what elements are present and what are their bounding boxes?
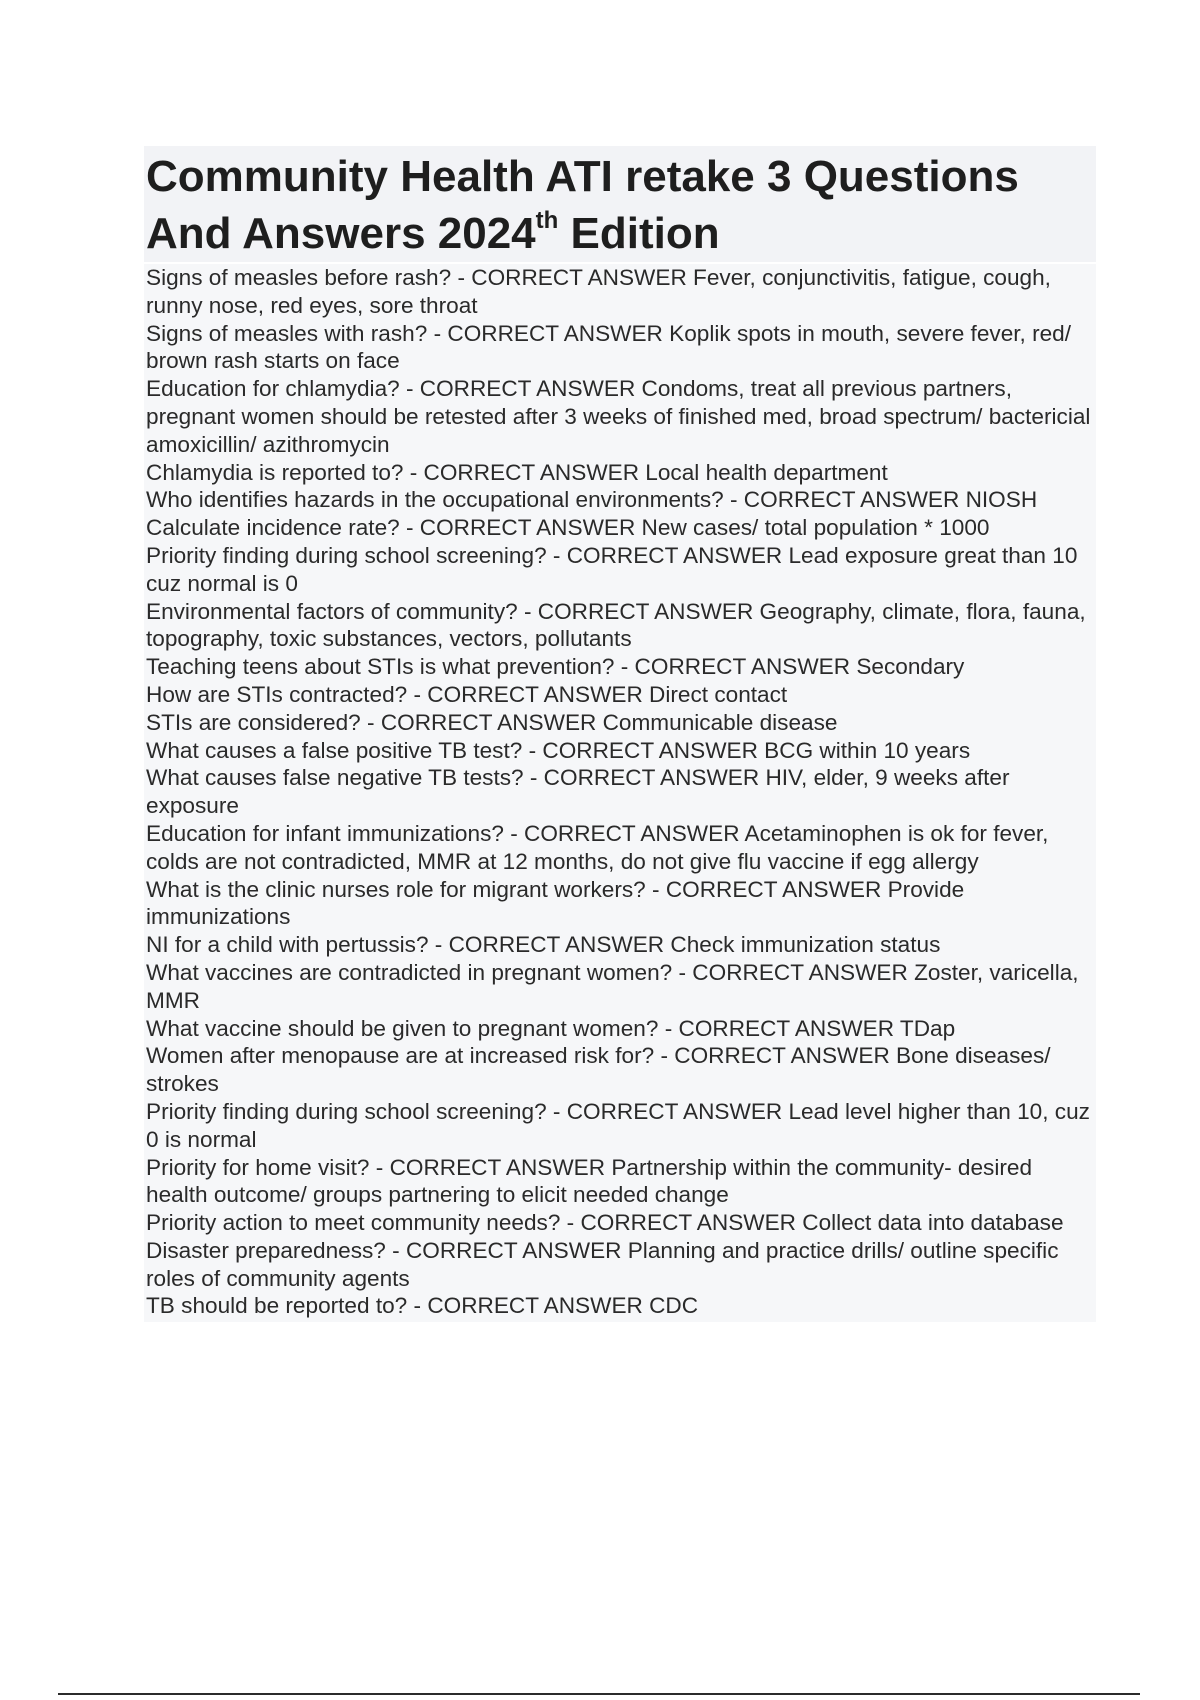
qa-list [144, 264, 1096, 1322]
qa-item: Teaching teens about STIs is what prevention? - CORRECT ANSWER Secondary [146, 654, 965, 680]
qa-item: Signs of measles before rash? - CORRECT ANSWER Fever, conjunctivitis, fatigue, cough, runny nose, red eyes, sore throat [146, 265, 1051, 318]
qa-item: Chlamydia is reported to? - CORRECT ANSWER Local health department [146, 459, 888, 485]
title-text: Community Health ATI retake 3 Questions And Answers 2024 [146, 152, 1019, 258]
qa-item: NI for a child with pertussis? - CORRECT ANSWER Check immunization status [146, 932, 941, 958]
qa-item: Priority finding during school screening? - CORRECT ANSWER Lead exposure great than 10 cuz normal is 0 [146, 542, 1078, 596]
qa-item: Women after menopause are at increased risk for? - CORRECT ANSWER Bone diseases/ strokes [146, 1043, 1051, 1097]
qa-item: TB should be reported to? - CORRECT ANSWER CDC [146, 1293, 699, 1319]
qa-item: Priority action to meet community needs? - CORRECT ANSWER Collect data into database [146, 1210, 1064, 1236]
qa-item: How are STIs contracted? - CORRECT ANSWER Direct contact [146, 681, 788, 707]
qa-item: Calculate incidence rate? - CORRECT ANSWER New cases/ total population * 1000 [146, 515, 990, 541]
qa-item: Signs of measles with rash? - CORRECT ANSWER Koplik spots in mouth, severe fever, red/ brown rash starts on face [146, 320, 1072, 374]
qa-item: What vaccine should be given to pregnant women? - CORRECT ANSWER TDap [146, 1015, 956, 1041]
qa-item: Environmental factors of community? - CORRECT ANSWER Geography, climate, flora, fauna, topography, toxic substances, vectors, pollutants [146, 598, 1086, 652]
qa-item: Disaster preparedness? - CORRECT ANSWER Planning and practice drills/ outline specific roles of community agents [146, 1237, 1059, 1291]
qa-item: Priority for home visit? - CORRECT ANSWER Partnership within the community- desired health outcome/ groups partnering to elicit needed change [146, 1154, 1033, 1208]
footer-rule [58, 1693, 1140, 1695]
title-suffix: Edition [558, 209, 720, 258]
qa-item: What causes false negative TB tests? - CORRECT ANSWER HIV, elder, 9 weeks after exposure [146, 765, 1010, 819]
document-body [144, 146, 1096, 1322]
qa-item: Education for infant immunizations? - CORRECT ANSWER Acetaminophen is ok for fever, colds are not contradicted, MMR at 12 months, do not give flu vaccine if egg allergy [146, 820, 1049, 874]
title-block [144, 146, 1096, 262]
qa-item: What vaccines are contradicted in pregnant women? - CORRECT ANSWER Zoster, varicella, MMR [146, 959, 1079, 1013]
qa-item: Education for chlamydia? - CORRECT ANSWER Condoms, treat all previous partners, pregnant women should be retested after 3 weeks of finished med, broad spectrum/ bactericial amoxicillin/ azithromycin [146, 376, 1091, 457]
title-superscript: th [535, 207, 559, 235]
qa-item: What is the clinic nurses role for migrant workers? - CORRECT ANSWER Provide immunizations [146, 876, 965, 930]
qa-item: What causes a false positive TB test? - CORRECT ANSWER BCG within 10 years [146, 737, 971, 763]
qa-item: Priority finding during school screening? - CORRECT ANSWER Lead level higher than 10, cuz 0 is normal [146, 1098, 1090, 1152]
qa-item: Who identifies hazards in the occupational environments? - CORRECT ANSWER NIOSH [146, 487, 1038, 513]
qa-item: STIs are considered? - CORRECT ANSWER Communicable disease [146, 709, 838, 735]
document-title [146, 148, 1096, 262]
